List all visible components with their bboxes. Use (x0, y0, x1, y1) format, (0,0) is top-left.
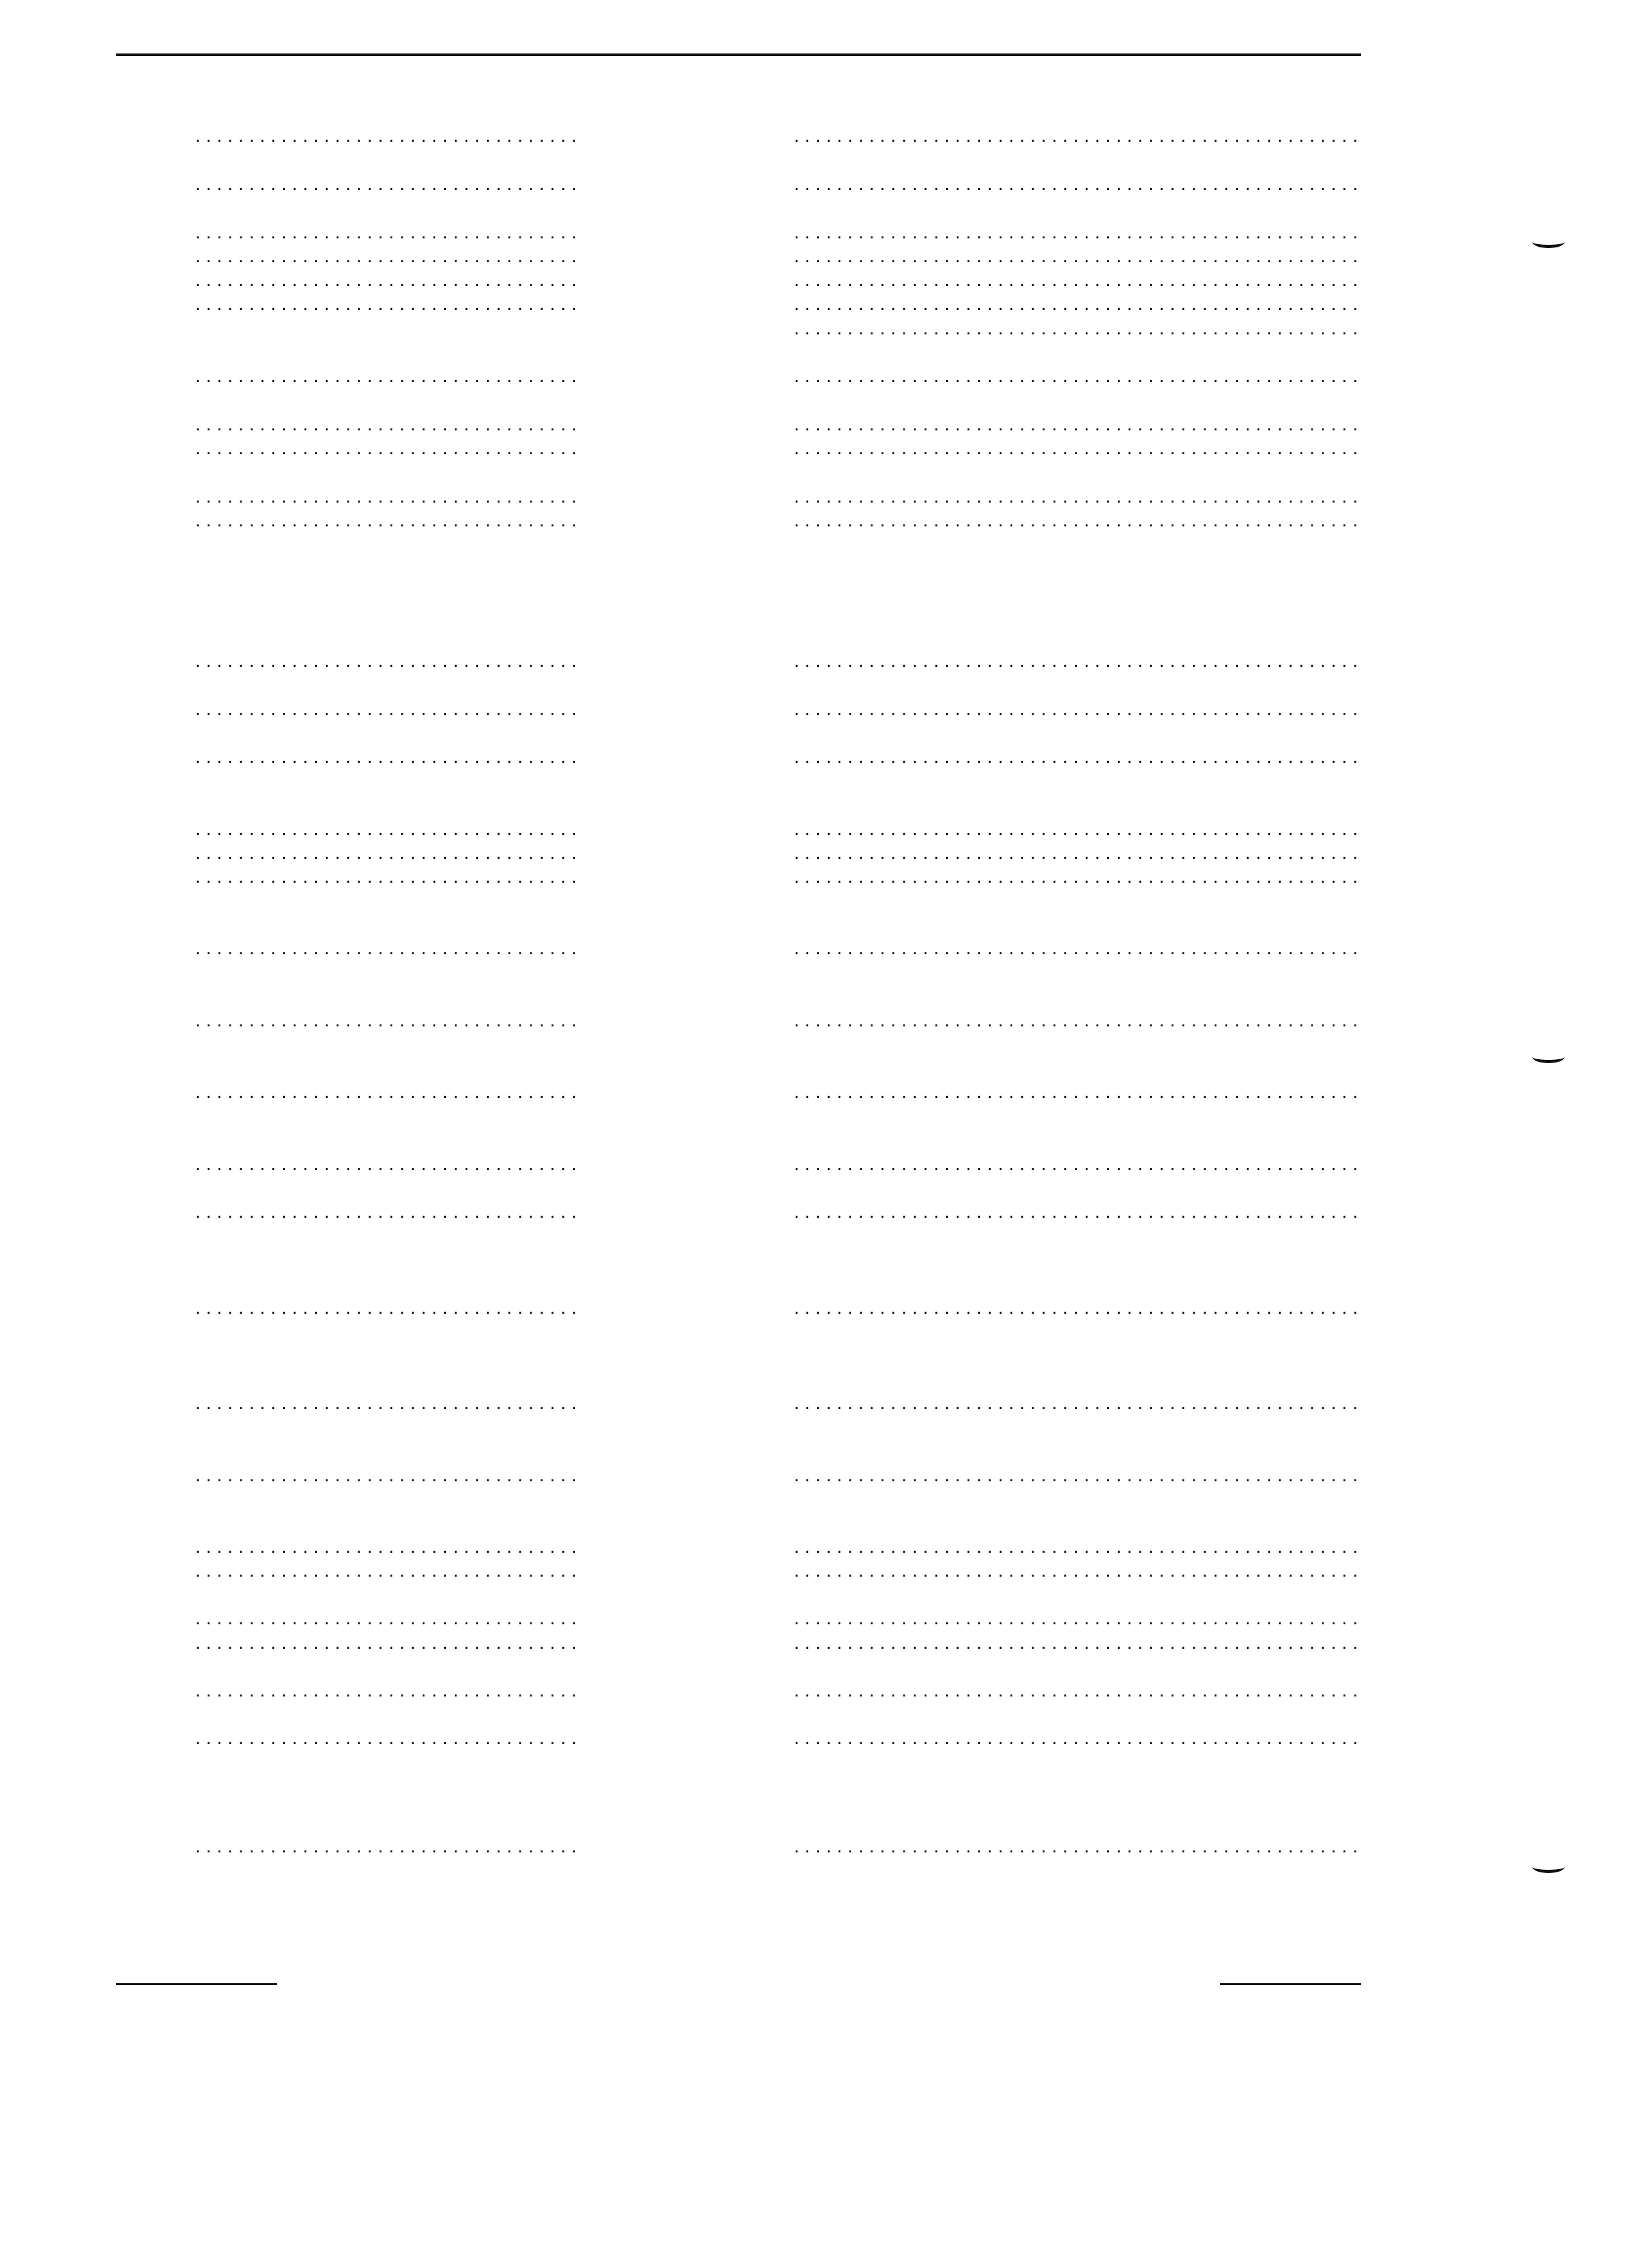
table-row (116, 1415, 1361, 1439)
model-application (195, 172, 582, 196)
margin-mark (1532, 1861, 1565, 1873)
model-application (195, 244, 582, 268)
model-application (195, 412, 582, 436)
table-row (116, 745, 1361, 769)
model-application (195, 841, 582, 865)
table-row (116, 100, 1361, 124)
table-row (116, 841, 1361, 865)
table-row (116, 148, 1361, 172)
part-description (794, 1080, 1361, 1104)
table-row (116, 1271, 1361, 1295)
table-row (116, 1834, 1361, 1858)
section-heading (116, 66, 321, 95)
section-heading (116, 1751, 321, 1781)
table-row (116, 1811, 1361, 1834)
part-description (794, 244, 1361, 268)
table-row (116, 673, 1361, 697)
table-row (116, 1559, 1361, 1582)
part-description (794, 124, 1361, 148)
model-application (195, 1678, 582, 1702)
table-row (116, 1176, 1361, 1200)
table-row (116, 625, 1361, 649)
part-description (794, 936, 1361, 960)
part-description (794, 1834, 1361, 1858)
model-application (195, 936, 582, 960)
table-row (116, 1606, 1361, 1630)
table-row (116, 389, 1361, 412)
model-application (195, 508, 582, 532)
model-application (195, 1200, 582, 1224)
part-description (794, 745, 1361, 769)
part-description (794, 1008, 1361, 1032)
table-row (116, 1631, 1361, 1655)
table-row (116, 1224, 1361, 1247)
table-row (116, 1787, 1361, 1811)
table-row (116, 412, 1361, 436)
table-row (116, 340, 1361, 364)
table-row (116, 697, 1361, 721)
table-row (116, 1080, 1361, 1104)
model-application (195, 124, 582, 148)
table-row (116, 364, 1361, 388)
margin-mark (1532, 1051, 1565, 1063)
part-description (794, 268, 1361, 292)
table-row (116, 1320, 1361, 1343)
table-row (116, 292, 1361, 316)
table-row (116, 1439, 1361, 1463)
table-row (116, 1655, 1361, 1678)
table-row (116, 1582, 1361, 1606)
part-description (794, 1631, 1361, 1655)
table-row (116, 1463, 1361, 1487)
table-row (116, 196, 1361, 220)
part-description (794, 1463, 1361, 1487)
part-description (794, 220, 1361, 244)
table-row (116, 316, 1361, 340)
table-row (116, 1296, 1361, 1320)
table-row (116, 485, 1361, 508)
model-application (195, 1606, 582, 1630)
table-row (116, 1678, 1361, 1702)
footer-rule-right (1220, 1983, 1361, 1985)
table-row (116, 649, 1361, 673)
model-application (195, 1391, 582, 1415)
table-row (116, 172, 1361, 196)
model-application (195, 220, 582, 244)
model-application (195, 745, 582, 769)
table-row (116, 244, 1361, 268)
part-description (794, 364, 1361, 388)
table-row (116, 1859, 1361, 1883)
table-row (116, 1511, 1361, 1535)
table-row (116, 1008, 1361, 1032)
model-application (195, 292, 582, 316)
table-row (116, 721, 1361, 745)
table-row (116, 1726, 1361, 1750)
table-row (116, 985, 1361, 1008)
table-row (116, 817, 1361, 841)
part-description (794, 697, 1361, 721)
part-description (794, 817, 1361, 841)
table-row (116, 461, 1361, 485)
part-description (794, 649, 1361, 673)
top-rule (116, 53, 1361, 56)
table-row (116, 1056, 1361, 1080)
table-row (116, 912, 1361, 936)
table-row (116, 1391, 1361, 1415)
part-description (794, 1391, 1361, 1415)
model-application (195, 1726, 582, 1750)
table-row (116, 508, 1361, 532)
table-row (116, 1343, 1361, 1367)
table-row (116, 1032, 1361, 1056)
part-description (794, 292, 1361, 316)
table-row (116, 601, 1361, 625)
table-row (116, 1247, 1361, 1271)
model-application (195, 649, 582, 673)
table-row (116, 1152, 1361, 1176)
table-row (116, 1104, 1361, 1128)
part-description (794, 1535, 1361, 1559)
table-row (116, 769, 1361, 793)
table-row (116, 960, 1361, 984)
section-heading (116, 543, 321, 572)
model-application (195, 1559, 582, 1582)
model-application (195, 364, 582, 388)
table-row (116, 1128, 1361, 1151)
model-application (195, 697, 582, 721)
part-description (794, 1152, 1361, 1176)
part-description (794, 1200, 1361, 1224)
part-description (794, 485, 1361, 508)
part-description (794, 436, 1361, 460)
table-row (116, 436, 1361, 460)
table-row (116, 1702, 1361, 1726)
table-row (116, 793, 1361, 816)
table-row (116, 936, 1361, 960)
model-application (195, 1296, 582, 1320)
model-application (195, 1463, 582, 1487)
table-row (116, 577, 1361, 601)
part-description (794, 1296, 1361, 1320)
table-row (116, 1367, 1361, 1391)
part-description (794, 172, 1361, 196)
table-row (116, 268, 1361, 292)
table-row (116, 220, 1361, 244)
model-application (195, 1535, 582, 1559)
table-row (116, 124, 1361, 148)
model-application (195, 1834, 582, 1858)
part-description (794, 1606, 1361, 1630)
model-application (195, 485, 582, 508)
model-application (195, 865, 582, 889)
part-description (794, 508, 1361, 532)
margin-mark (1532, 236, 1565, 248)
model-application (195, 1631, 582, 1655)
part-description (794, 865, 1361, 889)
model-application (195, 436, 582, 460)
part-description (794, 841, 1361, 865)
model-application (195, 1008, 582, 1032)
table-row (116, 1200, 1361, 1224)
part-description (794, 1678, 1361, 1702)
table-row (116, 1487, 1361, 1511)
part-description (794, 1559, 1361, 1582)
table-row (116, 889, 1361, 912)
table-row (116, 865, 1361, 889)
model-application (195, 1152, 582, 1176)
model-application (195, 817, 582, 841)
part-description (794, 412, 1361, 436)
footer-rule-left (116, 1983, 277, 1985)
model-application (195, 268, 582, 292)
part-description (794, 1726, 1361, 1750)
model-application (195, 1080, 582, 1104)
table-row (116, 1535, 1361, 1559)
part-description (794, 316, 1361, 340)
